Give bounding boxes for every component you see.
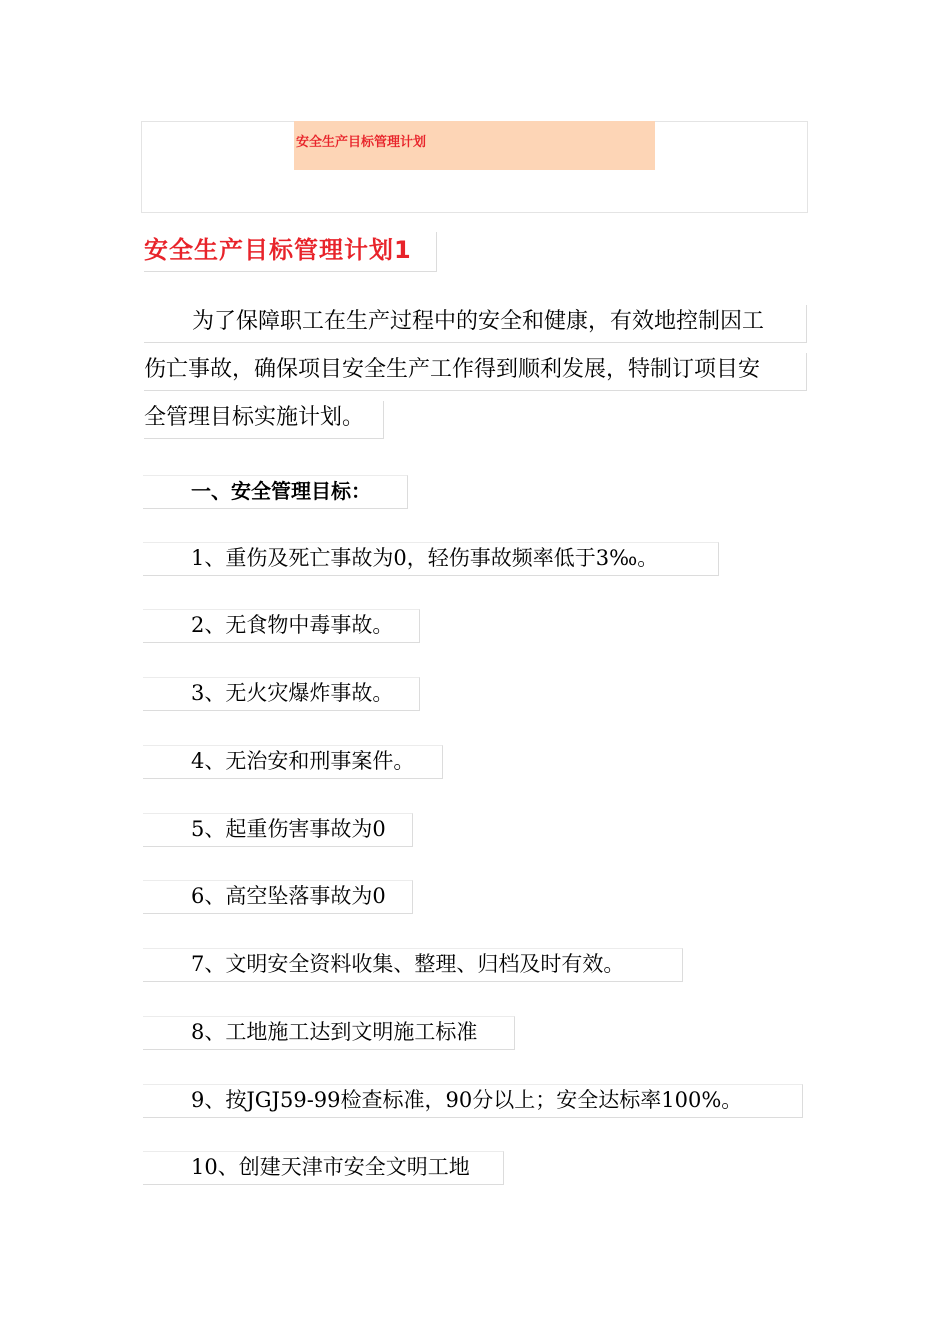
list-item bbox=[143, 1016, 515, 1050]
intro-line-2: 伤亡事故，确保项目安全生产工作得到顺利发展，特制订项目安 bbox=[144, 353, 807, 391]
list-item-text: 5、起重伤害事故为0 bbox=[191, 817, 386, 841]
list-item-text: 3、无火灾爆炸事故。 bbox=[191, 681, 394, 705]
list-item bbox=[143, 1084, 803, 1118]
list-item bbox=[143, 880, 413, 914]
list-item-text: 6、高空坠落事故为0 bbox=[191, 884, 386, 908]
list-item bbox=[143, 609, 420, 643]
document-title: 安全生产目标管理计划1 bbox=[144, 232, 437, 272]
intro-text: 为了保障职工在生产过程中的安全和健康，有效地控制因工 bbox=[192, 309, 765, 334]
list-item-text: 2、无食物中毒事故。 bbox=[191, 613, 394, 637]
intro-line-3: 全管理目标实施计划。 bbox=[144, 401, 384, 439]
list-item bbox=[143, 948, 683, 982]
list-item-text: 4、无治安和刑事案件。 bbox=[191, 749, 415, 773]
list-item bbox=[143, 745, 443, 779]
list-item-text: 1、重伤及死亡事故为0，轻伤事故频率低于3‰。 bbox=[191, 546, 659, 570]
list-item bbox=[143, 542, 719, 576]
section-heading bbox=[143, 475, 408, 509]
list-item-text: 8、工地施工达到文明施工标准 bbox=[191, 1020, 478, 1044]
list-item bbox=[143, 813, 413, 847]
intro-line-1 bbox=[144, 305, 807, 343]
list-item-text: 9、按JGJ59-99检查标准，90分以上；安全达标率100%。 bbox=[191, 1088, 743, 1112]
list-item bbox=[143, 1151, 504, 1185]
list-item bbox=[143, 677, 420, 711]
section-heading-text: 一、安全管理目标： bbox=[191, 479, 371, 503]
list-item-text: 7、文明安全资料收集、整理、归档及时有效。 bbox=[191, 952, 625, 976]
header-banner-title: 安全生产目标管理计划 bbox=[296, 135, 427, 150]
list-item-text: 10、创建天津市安全文明工地 bbox=[191, 1155, 470, 1179]
